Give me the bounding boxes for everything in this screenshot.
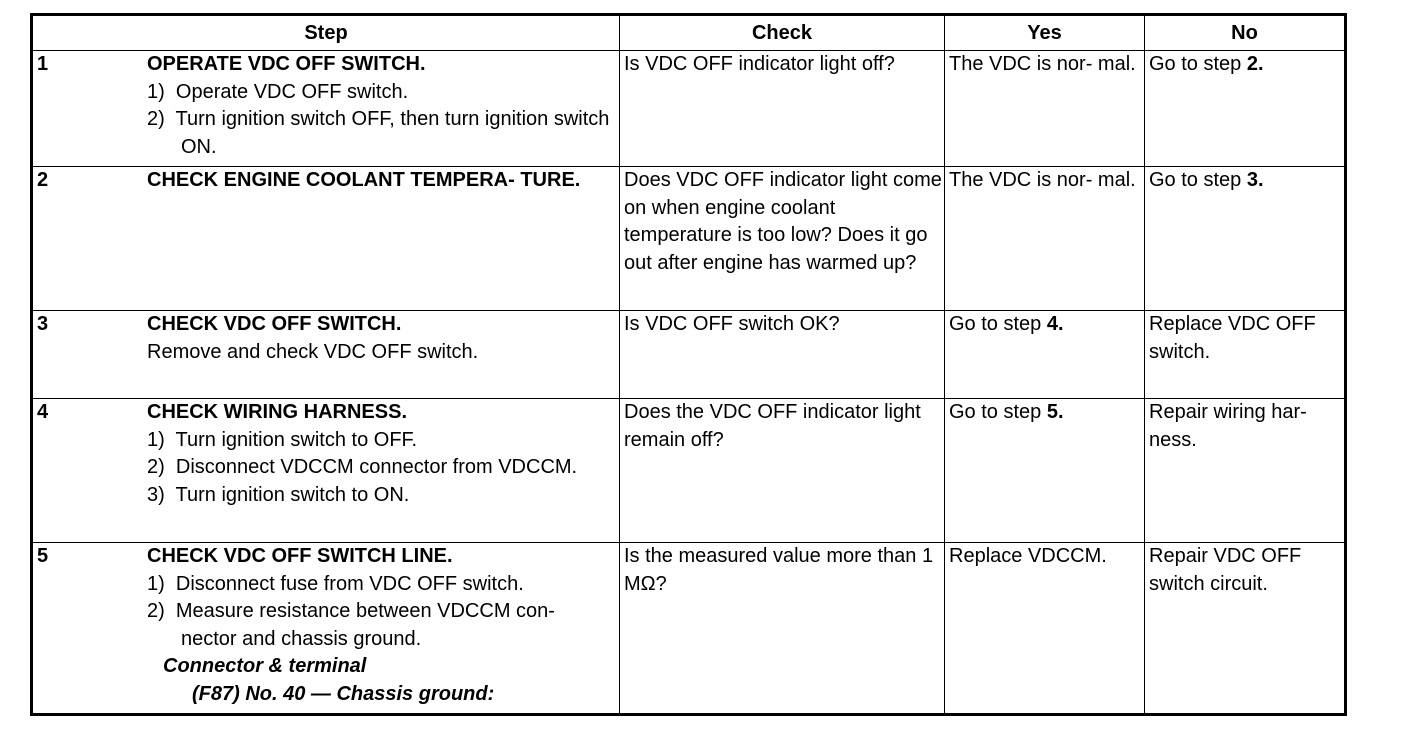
- yes-step-ref: 5.: [1046, 401, 1064, 423]
- table-row: [32, 311, 1346, 399]
- header-check: Check: [620, 15, 945, 51]
- step-instruction: 2) Disconnect VDCCM connector from VDCCM.: [147, 456, 578, 478]
- check-cell: Is VDC OFF switch OK?: [620, 311, 945, 399]
- header-no: No: [1145, 15, 1346, 51]
- step-number: 2: [37, 169, 49, 191]
- check-cell: Is the measured value more than 1 MΩ?: [620, 543, 945, 715]
- step-number: 3: [37, 313, 49, 335]
- step-instruction: 2) Measure resistance between VDCCM con- nector and chassis ground.: [147, 600, 555, 650]
- step-title: CHECK VDC OFF SWITCH LINE.: [147, 545, 453, 567]
- step-cell: [32, 311, 620, 399]
- no-cell: Repair VDC OFF switch circuit.: [1145, 543, 1346, 715]
- step-number: 4: [37, 401, 49, 423]
- step-cell: [32, 399, 620, 543]
- table-row: [32, 543, 1346, 715]
- yes-step-ref: 4.: [1046, 313, 1064, 335]
- step-number: 1: [37, 53, 49, 75]
- table-row: [32, 399, 1346, 543]
- step-title: CHECK ENGINE COOLANT TEMPERA- TURE.: [147, 169, 581, 191]
- step-instruction: 1) Turn ignition switch to OFF.: [147, 428, 418, 451]
- step-cell: [32, 167, 620, 311]
- step-cell: [32, 543, 620, 715]
- no-step-ref: 2.: [1246, 53, 1264, 75]
- step-title: CHECK WIRING HARNESS.: [147, 401, 408, 423]
- no-cell: [1145, 167, 1346, 311]
- no-text: Go to step: [1149, 53, 1247, 75]
- check-cell: Does VDC OFF indicator light come on when engine coolant temperature is too low? Does it go out after engine has warmed up?: [620, 167, 945, 311]
- header-step: Step: [32, 15, 620, 51]
- step-cell: [32, 51, 620, 167]
- table-row: [32, 167, 1346, 311]
- step-instruction: 1) Operate VDC OFF switch.: [147, 80, 409, 103]
- connector-label: Connector & terminal: [163, 655, 367, 677]
- step-instruction: 3) Turn ignition switch to ON.: [147, 483, 410, 506]
- check-cell: Is VDC OFF indicator light off?: [620, 51, 945, 167]
- step-title: OPERATE VDC OFF SWITCH.: [147, 53, 426, 75]
- table-row: [32, 51, 1346, 167]
- step-instruction: 2) Turn ignition switch OFF, then turn ignition switch ON.: [147, 108, 610, 158]
- yes-cell: The VDC is nor- mal.: [945, 167, 1145, 311]
- yes-cell: The VDC is nor- mal.: [945, 51, 1145, 167]
- yes-cell: [945, 399, 1145, 543]
- step-title: CHECK VDC OFF SWITCH.: [147, 313, 402, 335]
- no-step-ref: 3.: [1246, 169, 1264, 191]
- step-number: 5: [37, 545, 49, 567]
- header-yes: Yes: [945, 15, 1145, 51]
- header-row: [32, 15, 1346, 51]
- step-instruction: 1) Disconnect fuse from VDC OFF switch.: [147, 572, 524, 595]
- check-cell: Does the VDC OFF indicator light remain off?: [620, 399, 945, 543]
- step-instruction: Remove and check VDC OFF switch.: [147, 340, 479, 363]
- no-cell: [1145, 51, 1346, 167]
- no-cell: Replace VDC OFF switch.: [1145, 311, 1346, 399]
- no-text: Go to step: [1149, 169, 1247, 191]
- yes-text: Go to step: [949, 313, 1047, 335]
- connector-terminal: (F87) No. 40 — Chassis ground:: [192, 682, 495, 705]
- yes-cell: Replace VDCCM.: [945, 543, 1145, 715]
- diagnostic-table: [30, 13, 1347, 716]
- yes-cell: [945, 311, 1145, 399]
- yes-text: Go to step: [949, 401, 1047, 423]
- no-cell: Repair wiring har- ness.: [1145, 399, 1346, 543]
